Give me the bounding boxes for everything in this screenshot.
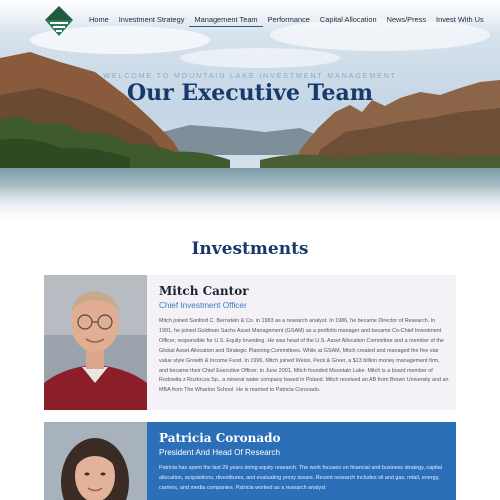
executive-name: Mitch Cantor (159, 284, 249, 298)
hero-kicker: WELCOME TO MOUNTAIN LAKE INVESTMENT MANAGEMENT (103, 71, 397, 80)
executive-bio: Mitch joined Sanford C. Bernstein & Co. in 1983 as a research analyst. In 1986, he became Director of Research. In 1991, he joined Goldman Sachs Asset Management (GSAM) as a portfolio manager and became Co-Chief Investment Officer, responsible for U.S. Equity Investing. He was head of the U.S. Asset Allocation Committee and a member of the Global Asset Allocation and Strategic Planning Committees. While at GSAM, Mitch created and managed the five star value style Growth & Income Fund. In 1996, Mitch joined Weiss, Peck & Greer, a $13 billion money management firm, and became their Chief Executive Officer. In June 2001, Mitch founded Mountain Lake. Mitch is a board member of Rodowita z Roztocza Sp., a mineral water company based in Poland. Mitch received an AB from Brown University and an MBA from The Wharton School. He is married to Patricia Coronado. (159, 318, 449, 394)
executive-name: Patricia Coronado (159, 431, 281, 445)
nav-invest-with-us[interactable]: Invest With Us (436, 15, 484, 24)
nav-performance[interactable]: Performance (267, 15, 310, 24)
nav-capital-allocation[interactable]: Capital Allocation (319, 15, 377, 24)
nav-news-press[interactable]: News/Press (386, 15, 427, 24)
executive-role: President And Head Of Research (159, 448, 281, 457)
executive-photo (44, 275, 147, 410)
page-title: Our Executive Team (126, 80, 374, 106)
top-navigation (0, 0, 500, 44)
executive-details (159, 284, 449, 396)
mountain-lake-logo[interactable] (44, 5, 74, 37)
executive-card (44, 422, 456, 500)
executive-bio: Patricia has spent the last 29 years doing equity research. The work focuses on financial and business strategy, capital allocation, acquisitions, divestitures, and evaluating proxy issues. Recent research includes oil and gas, retail, energy, carriers, and media companies. Patricia worked as a research analyst (159, 465, 442, 491)
executive-photo (44, 422, 147, 500)
executive-role: Chief Investment Officer (159, 301, 247, 310)
section-title: Investments (191, 239, 309, 259)
executive-details (159, 431, 449, 494)
nav-investment-strategy[interactable]: Investment Strategy (118, 15, 185, 24)
main-menu (84, 14, 489, 27)
nav-home[interactable]: Home (89, 15, 109, 24)
nav-management-team[interactable]: Management Team (189, 14, 262, 27)
executive-card (44, 275, 456, 410)
